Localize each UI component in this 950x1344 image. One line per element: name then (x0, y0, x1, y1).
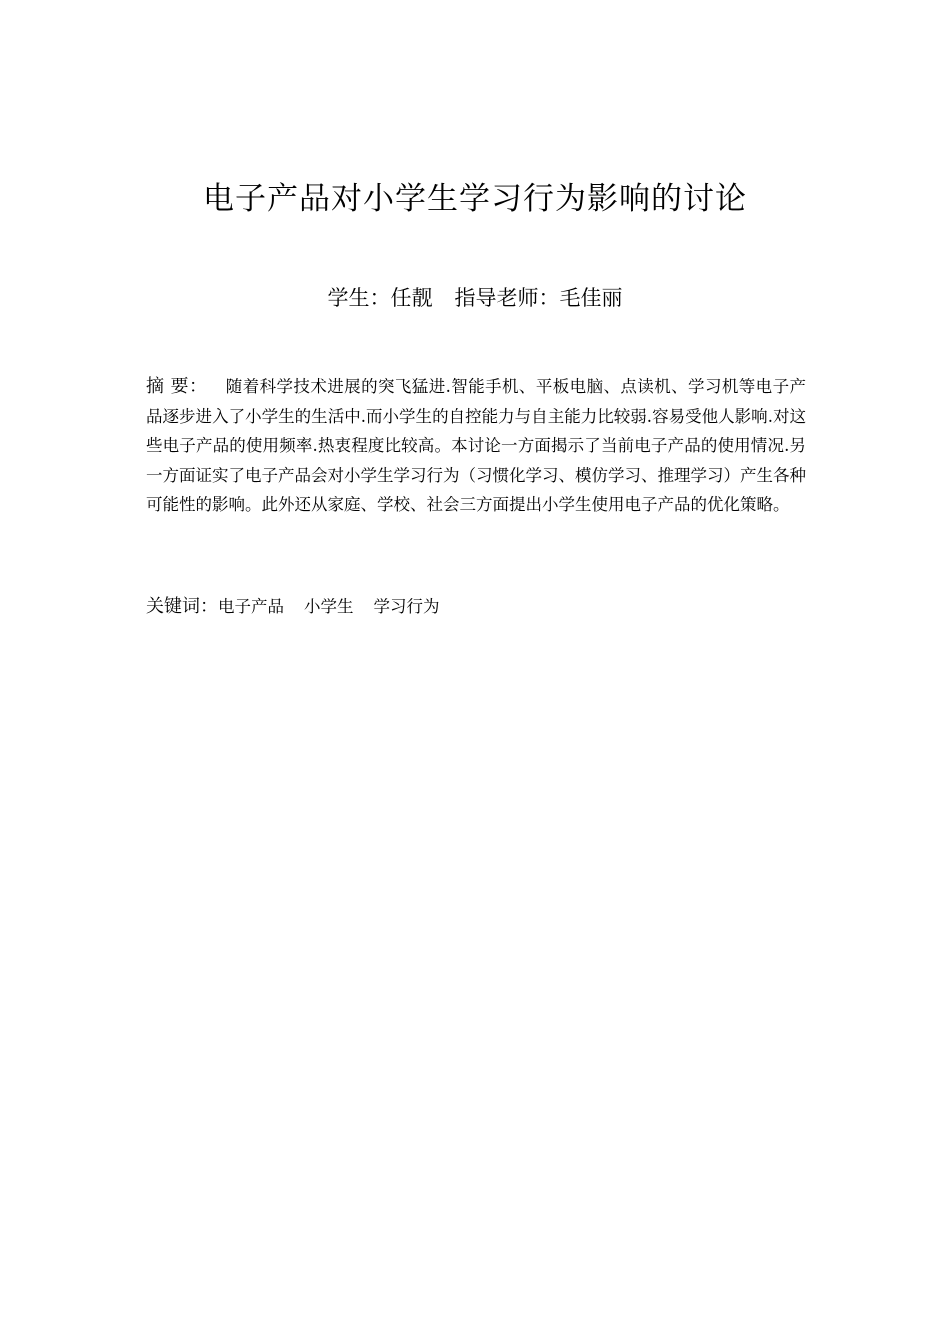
abstract-label: 摘 要： (146, 376, 208, 397)
keywords-label: 关键词： (146, 596, 218, 617)
student-name: 学生：任靓 (327, 286, 433, 310)
keyword-item: 学习行为 (373, 597, 440, 616)
advisor-name: 指导老师：毛佳丽 (454, 286, 623, 310)
abstract-text: 随着科学技术进展的突飞猛进.智能手机、平板电脑、点读机、学习机等电子产品逐步进入了小学生的生活中.而小学生的自控能力与自主能力比较弱.容易受他人影响.对这些电子产品的使用频率.热衷程度比较高。本讨论一方面揭示了当前电子产品的使用情况.另一方面证实了电子产品会对小学生学习行为（习惯化学习、模仿学习、推理学习）产生各种可能性的影响。此外还从家庭、学校、社会三方面提出小学生使用电子产品的优化策略。 (146, 377, 806, 515)
keywords-line (146, 593, 806, 621)
keyword-item: 电子产品 (218, 597, 284, 616)
abstract-paragraph (146, 372, 806, 520)
keyword-item: 小学生 (304, 597, 354, 616)
document-title: 电子产品对小学生学习行为影响的讨论 (203, 181, 747, 217)
author-line (0, 282, 950, 314)
